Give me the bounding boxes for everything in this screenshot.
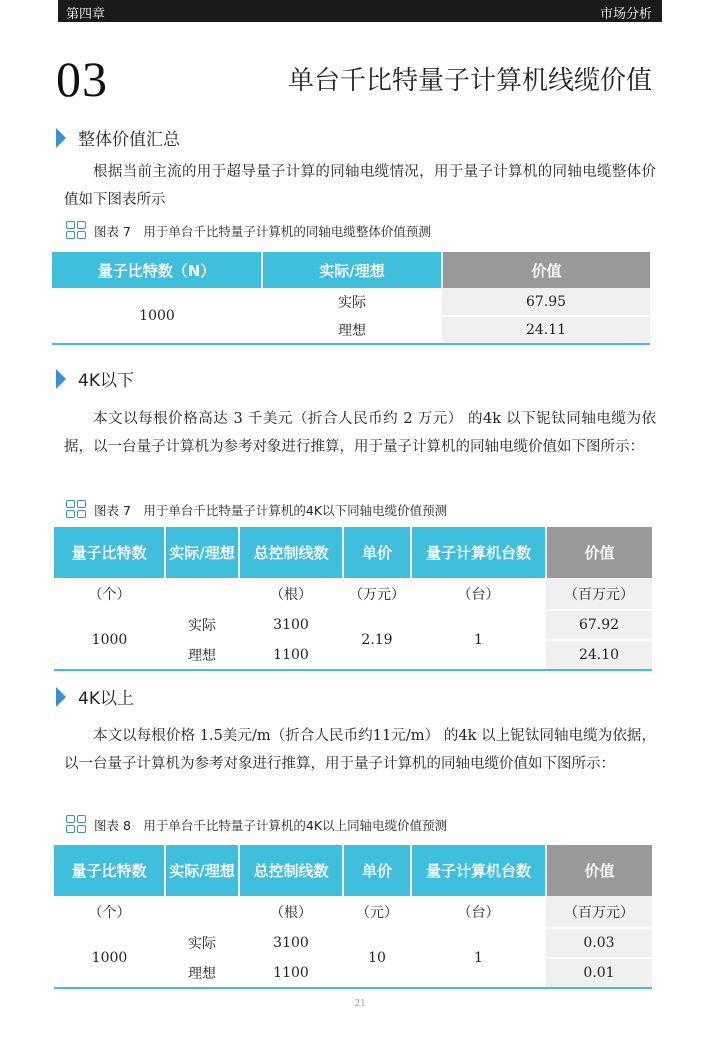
type-cell: 实际 [338, 295, 366, 311]
table-header: 量子比特数（N） [52, 252, 262, 288]
table-header: 量子比特数 [54, 527, 165, 578]
type-cell: 实际 [188, 618, 216, 634]
value-cell: 67.92 [546, 610, 652, 640]
table-header: 总控制线数 [239, 845, 343, 896]
value-cell: 24.11 [442, 316, 650, 344]
unit-cell: （百万元） [546, 578, 652, 610]
unit-cell: （根） [270, 905, 312, 921]
table-header: 实际/理想 [165, 845, 239, 896]
arrow-icon [56, 128, 66, 148]
machines-cell: 1 [411, 610, 546, 670]
table-row [52, 288, 650, 316]
unit-cell: （元） [356, 905, 398, 921]
paragraph-above-4k: 本文以每根价格 1.5美元/m（折合人民币约11元/m） 的4k 以上铌钛同轴电缆为依据，以一台量子计算机为参考对象进行推算，用于量子计算机的同轴电缆价值如下图所示： [64, 728, 656, 772]
table-overall-value [52, 252, 650, 345]
type-cell: 理想 [165, 958, 239, 988]
value-cell: 0.03 [546, 928, 652, 958]
arrow-icon [56, 369, 66, 389]
lines-cell: 1100 [239, 640, 343, 670]
lines-cell: 3100 [273, 617, 309, 633]
chapter-number: 03 [56, 51, 108, 107]
unit-cell: （个） [88, 905, 131, 921]
unit-price-cell: 10 [343, 928, 411, 988]
qubit-count: 1000 [52, 288, 262, 344]
section-heading-overall: 整体价值汇总 [56, 125, 180, 150]
qubit-count: 1000 [54, 928, 165, 988]
table-header: 实际/理想 [165, 527, 239, 578]
unit-price-cell: 2.19 [343, 610, 411, 670]
table-header: 总控制线数 [239, 527, 343, 578]
unit-cell: （根） [270, 587, 312, 603]
grid-icon [66, 500, 88, 520]
caption-table-above-4k: 图表 8 用于单台千比特量子计算机的4K以上同轴电缆价值预测 [66, 815, 447, 835]
table-below-4k-value [54, 527, 652, 671]
unit-cell: （万元） [349, 587, 405, 603]
type-cell: 理想 [165, 640, 239, 670]
paragraph-overall: 根据当前主流的用于超导量子计算的同轴电缆情况，用于量子计算机的同轴电缆整体价值如下图表所示 [64, 164, 656, 208]
chapter-label: 第四章 [66, 7, 106, 22]
grid-icon [66, 221, 88, 241]
grid-icon [66, 815, 88, 835]
qubit-count: 1000 [54, 610, 165, 670]
caption-table-below-4k: 图表 7 用于单台千比特量子计算机的4K以下同轴电缆价值预测 [66, 500, 447, 520]
table-header: 价值 [546, 845, 652, 896]
table-row [54, 928, 652, 958]
table-units-row [54, 578, 652, 610]
value-cell: 67.95 [442, 288, 650, 316]
table-row [54, 610, 652, 640]
table-header: 单价 [343, 527, 411, 578]
table-header: 价值 [546, 527, 652, 578]
table-header: 量子计算机台数 [411, 527, 546, 578]
unit-cell [165, 896, 239, 928]
table-header: 单价 [343, 845, 411, 896]
value-cell: 24.10 [546, 640, 652, 670]
lines-cell: 3100 [273, 935, 309, 951]
lines-cell: 1100 [239, 958, 343, 988]
section-label: 市场分析 [599, 7, 652, 22]
unit-cell [165, 578, 239, 610]
type-cell: 实际 [188, 936, 216, 952]
unit-cell: （个） [88, 587, 131, 603]
arrow-icon [56, 687, 66, 707]
unit-cell: （台） [457, 905, 500, 921]
table-above-4k-value [54, 845, 652, 989]
chapter-header-bar [58, 0, 662, 22]
unit-cell: （百万元） [546, 896, 652, 928]
value-cell: 0.01 [546, 958, 652, 988]
type-cell: 理想 [262, 316, 442, 344]
chapter-title: 单台千比特量子计算机线缆价值 [287, 66, 652, 96]
unit-cell: （台） [457, 587, 500, 603]
table-header: 实际/理想 [262, 252, 442, 288]
table-header: 价值 [442, 252, 650, 288]
table-header: 量子计算机台数 [411, 845, 546, 896]
machines-cell: 1 [411, 928, 546, 988]
section-heading-below-4k: 4K以下 [56, 366, 134, 391]
page-number: 21 [354, 997, 366, 1009]
table-header: 量子比特数 [54, 845, 165, 896]
paragraph-below-4k: 本文以每根价格高达 3 千美元（折合人民币约 2 万元） 的4k 以下铌钛同轴电缆为依据，以一台量子计算机为参考对象进行推算，用于量子计算机的同轴电缆价值如下图所示： [64, 411, 656, 455]
caption-table-overall: 图表 7 用于单台千比特量子计算机的同轴电缆整体价值预测 [66, 221, 431, 241]
table-units-row [54, 896, 652, 928]
section-heading-above-4k: 4K以上 [56, 684, 134, 709]
